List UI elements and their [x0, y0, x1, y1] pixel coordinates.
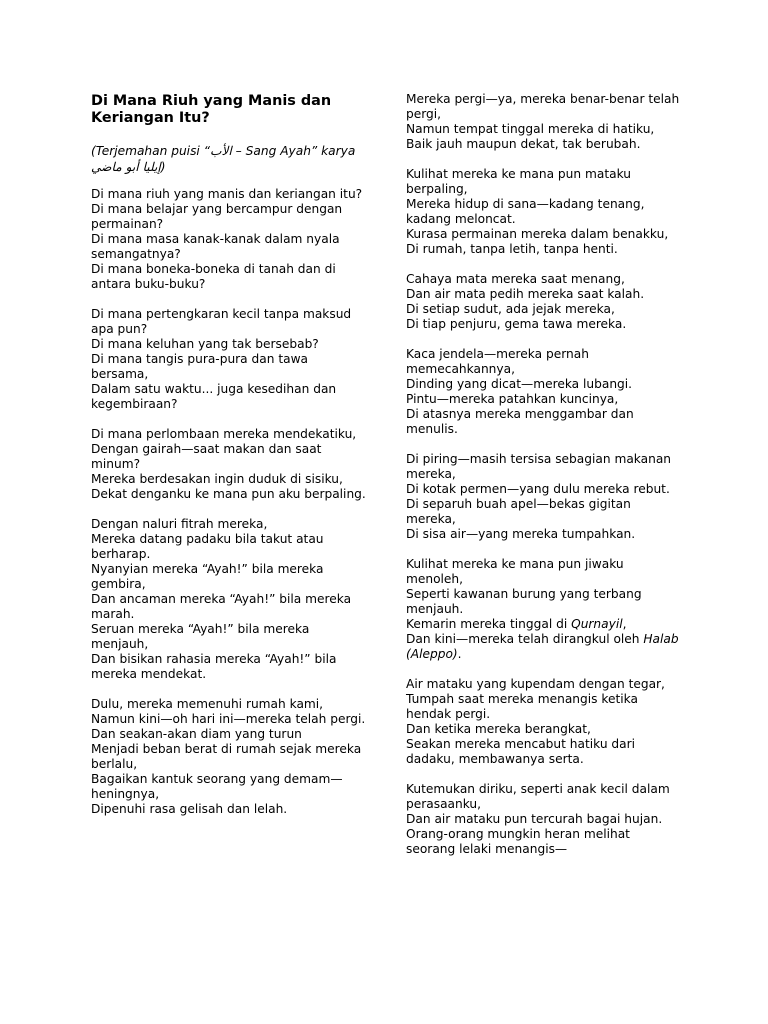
poem-line: Namun kini—oh hari ini—mereka telah pergi.	[91, 712, 366, 726]
poem-line: Dengan naluri fitrah mereka,	[91, 517, 268, 531]
stanza	[406, 167, 681, 257]
poem-line: Di separuh buah apel—bekas gigitan mereka,	[406, 497, 631, 526]
poem-line: Kutemukan diriku, seperti anak kecil dalam perasaanku,	[406, 782, 670, 811]
stanza	[406, 452, 681, 542]
poem-line: Di mana perlombaan mereka mendekatiku,	[91, 427, 357, 441]
poem-line: Seperti kawanan burung yang terbang menjauh.	[406, 587, 642, 616]
stanza	[91, 517, 366, 682]
poem-line: Cahaya mata mereka saat menang,	[406, 272, 625, 286]
poem-line: Kulihat mereka ke mana pun mataku berpaling,	[406, 167, 631, 196]
poem-line: Bagaikan kantuk seorang yang demam—heningnya,	[91, 772, 343, 801]
poem-line: Baik jauh maupun dekat, tak berubah.	[406, 137, 641, 151]
poem-line: Dan seakan-akan diam yang turun	[91, 727, 302, 741]
poem-line: Dan air mata pedih mereka saat kalah.	[406, 287, 645, 301]
poem-line: Kaca jendela—mereka pernah memecahkannya,	[406, 347, 589, 376]
stanza	[406, 677, 681, 767]
poem-line: Di mana boneka-boneka di tanah dan di antara buku-buku?	[91, 262, 336, 291]
poem-line: Di mana keluhan yang tak bersebab?	[91, 337, 319, 351]
poem-line: Mereka pergi—ya, mereka benar-benar telah pergi,	[406, 92, 680, 121]
poem-line: Namun tempat tinggal mereka di hatiku,	[406, 122, 655, 136]
stanza	[406, 92, 681, 152]
poem-line: Orang-orang mungkin heran melihat seorang lelaki menangis—	[406, 827, 630, 856]
left-column	[91, 92, 366, 832]
poem-line: Kulihat mereka ke mana pun jiwaku menoleh,	[406, 557, 624, 586]
place-name: Halab (Aleppo)	[406, 632, 679, 661]
poem-line: Di mana masa kanak-kanak dalam nyala semangatnya?	[91, 232, 340, 261]
poem-line: Di setiap sudut, ada jejak mereka,	[406, 302, 615, 316]
poem-line: Di sisa air—yang mereka tumpahkan.	[406, 527, 636, 541]
stanza	[406, 557, 681, 662]
stanza	[406, 782, 681, 857]
left-stanzas	[91, 187, 366, 817]
poem-line: Di mana riuh yang manis dan keriangan itu?	[91, 187, 363, 201]
poem-line: Dan bisikan rahasia mereka “Ayah!” bila mereka mendekat.	[91, 652, 337, 681]
poem-line: Dan ketika mereka berangkat,	[406, 722, 591, 736]
stanza	[91, 187, 366, 292]
poem-title: Di Mana Riuh yang Manis dan Keriangan Itu?	[91, 93, 332, 126]
poem-line: Di mana tangis pura-pura dan tawa bersama,	[91, 352, 309, 381]
poem-line: Di mana belajar yang bercampur dengan permainan?	[91, 202, 343, 231]
stanza	[406, 347, 681, 437]
poem-line: Di rumah, tanpa letih, tanpa henti.	[406, 242, 618, 256]
poem-line: Di atasnya mereka menggambar dan menulis.	[406, 407, 634, 436]
poem-line: Dan air mataku pun tercurah bagai hujan.	[406, 812, 663, 826]
poem-line: Air mataku yang kupendam dengan tegar,	[406, 677, 665, 691]
poem-line: Dulu, mereka memenuhi rumah kami,	[91, 697, 324, 711]
poem-line: Mereka hidup di sana—kadang tenang, kadang meloncat.	[406, 197, 645, 226]
poem-line: Nyanyian mereka “Ayah!” bila mereka gembira,	[91, 562, 324, 591]
stanza	[406, 272, 681, 332]
poem-line: Dinding yang dicat—mereka lubangi.	[406, 377, 633, 391]
stanza	[91, 307, 366, 412]
stanza	[91, 427, 366, 502]
poem-line: Di mana pertengkaran kecil tanpa maksud apa pun?	[91, 307, 352, 336]
poem-line: Dengan gairah—saat makan dan saat minum?	[91, 442, 322, 471]
poem-line: Dipenuhi rasa gelisah dan lelah.	[91, 802, 288, 816]
poem-line: Mereka berdesakan ingin duduk di sisiku,	[91, 472, 343, 486]
place-name: Qurnayil	[571, 617, 623, 631]
poem-line: Dekat denganku ke mana pun aku berpaling.	[91, 487, 366, 501]
poem-line: Di tiap penjuru, gema tawa mereka.	[406, 317, 627, 331]
poem-line: Menjadi beban berat di rumah sejak mereka berlalu,	[91, 742, 362, 771]
poem-line: Seakan mereka mencabut hatiku dari dadaku, membawanya serta.	[406, 737, 636, 766]
poem-line: Dan ancaman mereka “Ayah!” bila mereka marah.	[91, 592, 352, 621]
poem-line: Pintu—mereka patahkan kuncinya,	[406, 392, 619, 406]
poem-line: Dalam satu waktu... juga kesedihan dan kegembiraan?	[91, 382, 337, 411]
poem-line: Mereka datang padaku bila takut atau berharap.	[91, 532, 324, 561]
poem-line: Di kotak permen—yang dulu mereka rebut.	[406, 482, 670, 496]
right-column	[406, 92, 681, 872]
poem-line: Di piring—masih tersisa sebagian makanan mereka,	[406, 452, 672, 481]
poem-line: Seruan mereka “Ayah!” bila mereka menjauh,	[91, 622, 310, 651]
poem-line: Tumpah saat mereka menangis ketika hendak pergi.	[406, 692, 638, 721]
right-stanzas	[406, 92, 681, 857]
poem-line: Kemarin mereka tinggal di Qurnayil,	[406, 617, 627, 631]
poem-subtitle: (Terjemahan puisi “الأب – Sang Ayah” karya إيليا أبو ماضي)	[91, 144, 356, 174]
stanza	[91, 697, 366, 817]
poem-line: Kurasa permainan mereka dalam benakku,	[406, 227, 669, 241]
poem-line: Dan kini—mereka telah dirangkul oleh Halab (Aleppo).	[406, 632, 679, 661]
